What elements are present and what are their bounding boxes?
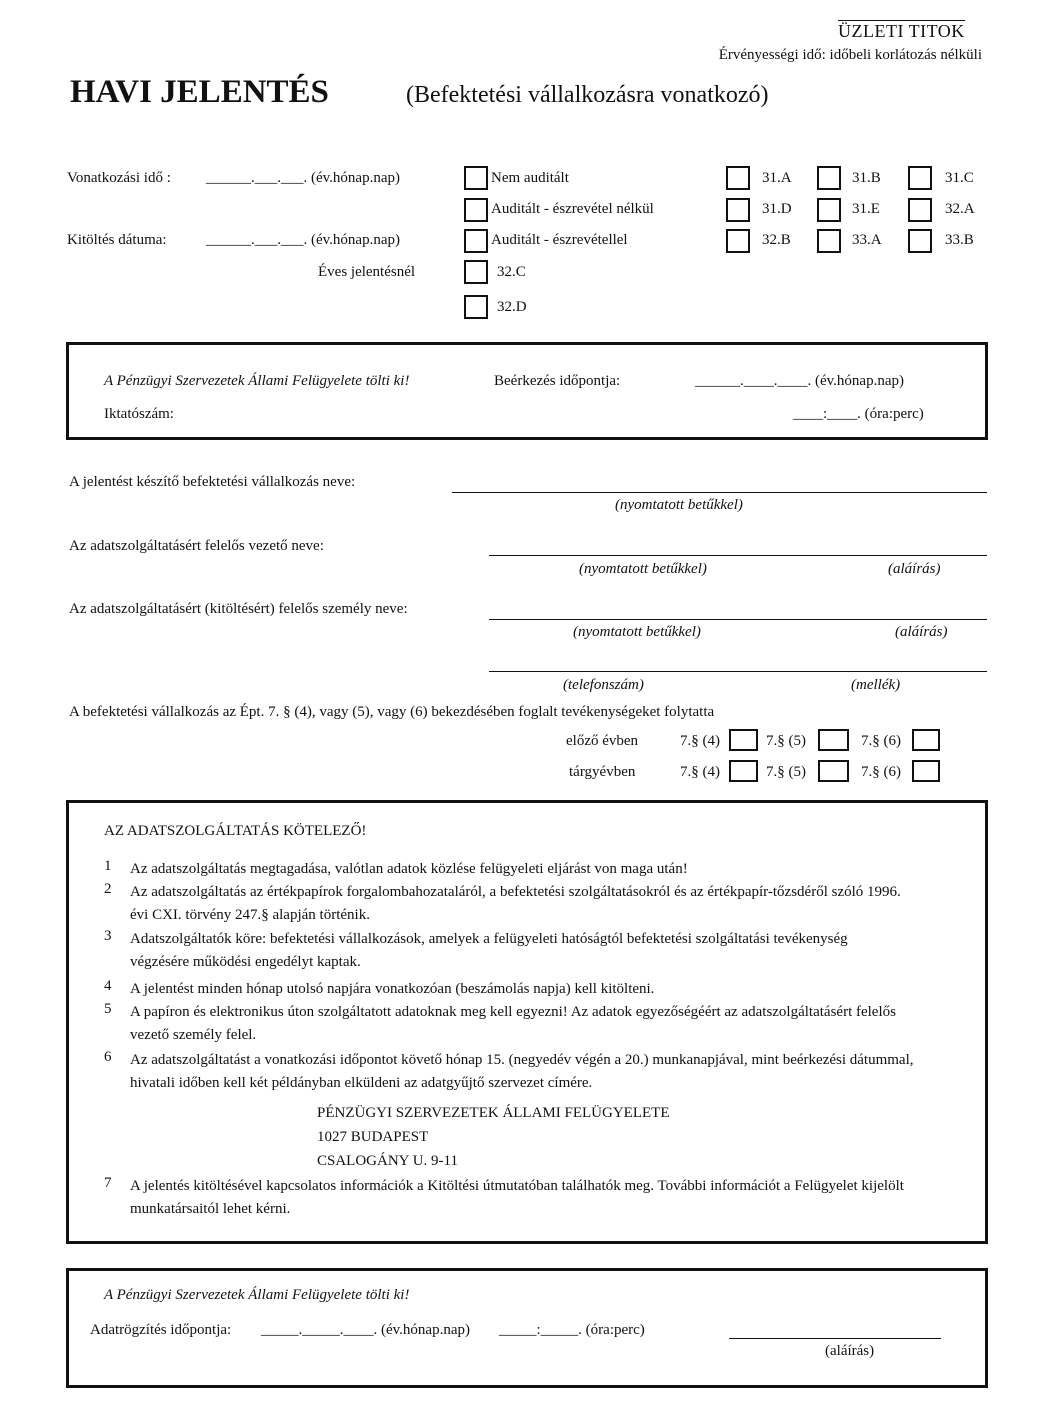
manager-name-hint: (nyomtatott betűkkel) xyxy=(579,561,707,577)
office-use-box xyxy=(66,342,988,440)
code-32a-label: 32.A xyxy=(945,201,975,217)
company-name-line[interactable] xyxy=(452,492,987,493)
annual-32d-checkbox[interactable] xyxy=(464,295,488,319)
prev-7-6-label: 7.§ (6) xyxy=(861,733,901,749)
curr-7-6-checkbox[interactable] xyxy=(912,760,940,782)
notice-item-4: A jelentést minden hónap utolsó napjára vonatkozóan (beszámolás napja) kell kitölteni. xyxy=(130,981,655,997)
audit-not-audited-label: Nem auditált xyxy=(491,170,569,186)
extension-hint: (mellék) xyxy=(851,677,901,693)
notice-item-7: A jelentés kitöltésével kapcsolatos információk a Kitöltési útmutatóban találhatók meg. További információt a Felügyelet kijelölt munkatársaitól lehet kérni. xyxy=(130,1178,904,1217)
prev-7-4-label: 7.§ (4) xyxy=(680,733,720,749)
previous-year-label: előző évben xyxy=(566,733,639,749)
annual-32c-label: 32.C xyxy=(497,264,526,280)
audit-with-remarks-label: Auditált - észrevétellel xyxy=(491,232,628,248)
code-31b-label: 31.B xyxy=(852,170,881,186)
office-fill-note: A Pénzügyi Szervezetek Állami Felügyelete tölti ki! xyxy=(104,373,410,389)
code-31a-label: 31.A xyxy=(762,170,792,186)
activities-statement: A befektetési vállalkozás az Épt. 7. § (4), vagy (5), vagy (6) bekezdésében foglalt tevékenységeket folytatta xyxy=(69,704,715,720)
code-31a-checkbox[interactable] xyxy=(726,166,750,190)
code-32b-label: 32.B xyxy=(762,232,791,248)
notice-item-2: Az adatszolgáltatás az értékpapírok forgalombahozataláról, a befektetési szolgáltatásokról és az értékpapír-tőzsdéről szóló 1996. évi CXI. törvény 247.§ alapján történik. xyxy=(130,884,901,923)
item-number: 1 xyxy=(104,858,112,874)
page-subtitle: (Befektetési vállalkozásra vonatkozó) xyxy=(406,82,769,108)
confidential-label: ÜZLETI TITOK xyxy=(838,21,965,41)
annual-32c-checkbox[interactable] xyxy=(464,260,488,284)
code-33b-label: 33.B xyxy=(945,232,974,248)
phone-hint: (telefonszám) xyxy=(563,677,644,693)
fill-date-field[interactable]: ______.___.___. (év.hónap.nap) xyxy=(206,232,400,248)
item-number: 5 xyxy=(104,1001,112,1017)
manager-name-label: Az adatszolgáltatásért felelős vezető neve: xyxy=(69,538,324,554)
entry-date-field[interactable]: _____._____.____. (év.hónap.nap) xyxy=(261,1322,470,1338)
annual-report-label: Éves jelentésnél xyxy=(318,264,416,280)
curr-7-6-label: 7.§ (6) xyxy=(861,764,901,780)
notice-item-5: A papíron és elektronikus úton szolgáltatott adatoknak meg kell egyezni! Az adatok egyezőségéért az adatszolgáltatásért felelős vezető személy felel. xyxy=(130,1004,896,1043)
code-31c-label: 31.C xyxy=(945,170,974,186)
page-title: HAVI JELENTÉS xyxy=(70,74,329,110)
person-name-line[interactable] xyxy=(489,619,987,620)
notice-item-3: Adatszolgáltatók köre: befektetési vállalkozások, amelyek a felügyeleti hatóságtól befektetési szolgáltatási tevékenység végzésére működési engedélyt kaptak. xyxy=(130,931,848,970)
reference-date-label: Vonatkozási idő : xyxy=(67,170,171,186)
data-entry-box xyxy=(66,1268,988,1388)
person-name-label: Az adatszolgáltatásért (kitöltésért) felelős személy neve: xyxy=(69,601,408,617)
arrival-time-field[interactable]: ____:____. (óra:perc) xyxy=(793,406,924,422)
prev-7-5-label: 7.§ (5) xyxy=(766,733,806,749)
annual-32d-label: 32.D xyxy=(497,299,527,315)
address-line-1: PÉNZÜGYI SZERVEZETEK ÁLLAMI FELÜGYELETE xyxy=(317,1105,670,1121)
company-name-label: A jelentést készítő befektetési vállalkozás neve: xyxy=(69,474,356,490)
code-32a-checkbox[interactable] xyxy=(908,198,932,222)
curr-7-5-checkbox[interactable] xyxy=(818,760,849,782)
item-number: 3 xyxy=(104,928,112,944)
audit-no-remarks-label: Auditált - észrevétel nélkül xyxy=(491,201,654,217)
prev-7-6-checkbox[interactable] xyxy=(912,729,940,751)
notice-item-6: Az adatszolgáltatást a vonatkozási időpontot követő hónap 15. (negyedév végén a 20.) munkanapjával, mint beérkezési dátummal, hivatali időben kell két példányban elküldeni az adatgyűjtő szervezet címére. xyxy=(130,1052,914,1091)
entry-time-field[interactable]: _____:_____. (óra:perc) xyxy=(499,1322,645,1338)
bottom-fill-note: A Pénzügyi Szervezetek Állami Felügyelete tölti ki! xyxy=(104,1287,410,1303)
filing-number-label: Iktatószám: xyxy=(104,406,174,422)
prev-7-4-checkbox[interactable] xyxy=(729,729,758,751)
arrival-date-label: Beérkezés időpontja: xyxy=(494,373,621,389)
curr-7-4-checkbox[interactable] xyxy=(729,760,758,782)
entry-signature-line[interactable] xyxy=(729,1338,941,1339)
item-number: 4 xyxy=(104,978,112,994)
validity-label: Érvényességi idő: időbeli korlátozás nélküli xyxy=(718,47,982,63)
phone-line[interactable] xyxy=(489,671,987,672)
code-31e-label: 31.E xyxy=(852,201,880,217)
arrival-date-field[interactable]: ______.____.____. (év.hónap.nap) xyxy=(695,373,904,389)
notice-heading: AZ ADATSZOLGÁLTATÁS KÖTELEZŐ! xyxy=(104,823,367,839)
code-31b-checkbox[interactable] xyxy=(817,166,841,190)
fill-date-label: Kitöltés dátuma: xyxy=(67,232,167,248)
item-number: 7 xyxy=(104,1175,112,1191)
curr-7-4-label: 7.§ (4) xyxy=(680,764,720,780)
entry-signature-hint: (aláírás) xyxy=(825,1343,875,1359)
audit-not-audited-checkbox[interactable] xyxy=(464,166,488,190)
current-year-label: tárgyévben xyxy=(569,764,636,780)
code-33a-label: 33.A xyxy=(852,232,882,248)
code-32b-checkbox[interactable] xyxy=(726,229,750,253)
code-31d-checkbox[interactable] xyxy=(726,198,750,222)
manager-name-line[interactable] xyxy=(489,555,987,556)
prev-7-5-checkbox[interactable] xyxy=(818,729,849,751)
item-number: 6 xyxy=(104,1049,112,1065)
person-name-hint: (nyomtatott betűkkel) xyxy=(573,624,701,640)
person-signature-hint: (aláírás) xyxy=(895,624,948,640)
company-name-hint: (nyomtatott betűkkel) xyxy=(615,497,743,513)
manager-signature-hint: (aláírás) xyxy=(888,561,941,577)
audit-with-remarks-checkbox[interactable] xyxy=(464,229,488,253)
audit-no-remarks-checkbox[interactable] xyxy=(464,198,488,222)
code-33b-checkbox[interactable] xyxy=(908,229,932,253)
item-number: 2 xyxy=(104,881,112,897)
code-31c-checkbox[interactable] xyxy=(908,166,932,190)
curr-7-5-label: 7.§ (5) xyxy=(766,764,806,780)
code-31e-checkbox[interactable] xyxy=(817,198,841,222)
address-line-3: CSALOGÁNY U. 9-11 xyxy=(317,1153,458,1169)
address-line-2: 1027 BUDAPEST xyxy=(317,1129,429,1145)
code-33a-checkbox[interactable] xyxy=(817,229,841,253)
code-31d-label: 31.D xyxy=(762,201,792,217)
notice-item-1: Az adatszolgáltatás megtagadása, valótlan adatok közlése felügyeleti eljárást von maga után! xyxy=(130,861,688,877)
entry-date-label: Adatrögzítés időpontja: xyxy=(90,1322,232,1338)
reference-date-field[interactable]: ______.___.___. (év.hónap.nap) xyxy=(206,170,400,186)
notice-box xyxy=(66,800,988,1244)
